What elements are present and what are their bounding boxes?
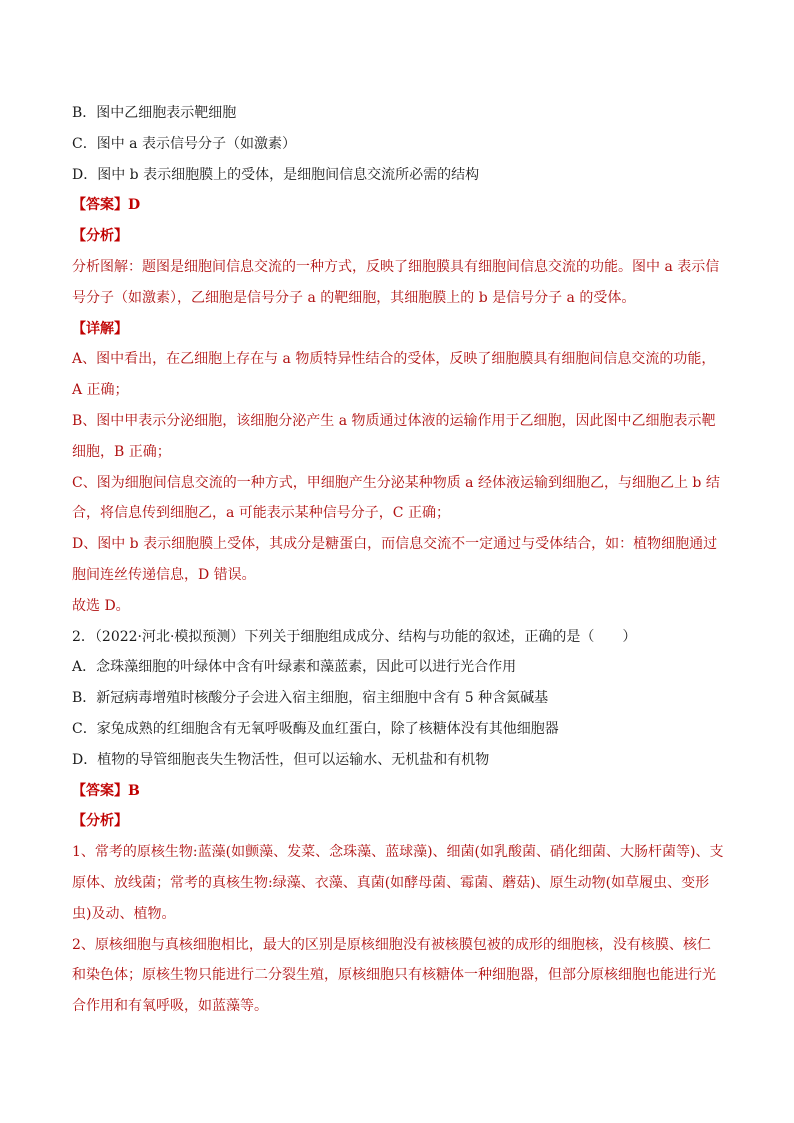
q2-answer-tag: 【答案】B	[72, 782, 140, 799]
q2-stem: 2．（2022·河北·模拟预测）下列关于细胞组成成分、结构与功能的叙述，正确的是（ ）	[72, 628, 637, 645]
q1-detail-line: D、图中 b 表示细胞膜上受体，其成分是糖蛋白，而信息交流不一定通过与受体结合，如：植物细胞通过	[72, 536, 718, 553]
q1-detail-line: A 正确；	[72, 382, 129, 399]
q1-analysis-line: 号分子（如激素），乙细胞是信号分子 a 的靶细胞，其细胞膜上的 b 是信号分子 a 的受体。	[72, 289, 636, 306]
q1-detail-tag: 【详解】	[72, 320, 128, 337]
q2-analysis-tag: 【分析】	[72, 813, 128, 830]
q2-option-d: D．植物的导管细胞丧失生物活性，但可以运输水、无机盐和有机物	[72, 751, 490, 768]
q2-option-c: C．家兔成熟的红细胞含有无氧呼吸酶及血红蛋白，除了核糖体没有其他细胞器	[72, 720, 559, 737]
q2-analysis-line: 和染色体；原核生物只能进行二分裂生殖，原核细胞只有核糖体一种细胞器，但部分原核细胞也能进行光	[72, 967, 716, 984]
q2-analysis-line: 虫)及动、植物。	[72, 905, 176, 922]
q1-option-d: D．图中 b 表示细胞膜上的受体，是细胞间信息交流所必需的结构	[72, 166, 480, 183]
q2-option-a: A．念珠藻细胞的叶绿体中含有叶绿素和藻蓝素，因此可以进行光合作用	[72, 659, 517, 676]
q2-analysis-line: 1、常考的原核生物:蓝藻(如颤藻、发菜、念珠藻、蓝球藻)、细菌(如乳酸菌、硝化细菌、大肠杆菌等)、支	[72, 844, 724, 861]
q1-option-b: B．图中乙细胞表示靶细胞	[72, 105, 237, 121]
q1-detail-line: 合，将信息传到细胞乙，a 可能表示某种信号分子，C 正确；	[72, 505, 450, 522]
q1-detail-line: C、图为细胞间信息交流的一种方式，甲细胞产生分泌某种物质 a 经体液运输到细胞乙，与细胞乙上 b 结	[72, 474, 720, 491]
q1-detail-line: 胞间连丝传递信息，D 错误。	[72, 566, 256, 583]
q1-option-c: C．图中 a 表示信号分子（如激素）	[72, 135, 296, 152]
q1-detail-line: B、图中甲表示分泌细胞，该细胞分泌产生 a 物质通过体液的运输作用于乙细胞，因此图中乙细胞表示靶	[72, 412, 716, 429]
q2-analysis-line: 2、原核细胞与真核细胞相比，最大的区别是原核细胞没有被核膜包被的成形的细胞核，没有核膜、核仁	[72, 936, 711, 953]
q1-conclusion: 故选 D。	[72, 597, 130, 614]
q1-detail-line: 细胞，B 正确；	[72, 443, 171, 460]
q1-analysis-line: 分析图解：题图是细胞间信息交流的一种方式，反映了细胞膜具有细胞间信息交流的功能。图中 a 表示信	[72, 258, 720, 275]
q1-analysis-tag: 【分析】	[72, 228, 128, 245]
q2-analysis-line: 合作用和有氧呼吸，如蓝藻等。	[72, 998, 268, 1015]
document-page	[72, 98, 732, 1022]
q1-detail-line: A、图中看出，在乙细胞上存在与 a 物质特异性结合的受体，反映了细胞膜具有细胞间信息交流的功能，	[72, 351, 716, 368]
q2-analysis-line: 原体、放线菌；常考的真核生物:绿藻、衣藻、真菌(如酵母菌、霉菌、蘑菇)、原生动物(如草履虫、变形	[72, 874, 710, 891]
q1-answer-tag: 【答案】D	[72, 197, 141, 214]
q2-option-b: B．新冠病毒增殖时核酸分子会进入宿主细胞，宿主细胞中含有 5 种含氮碱基	[72, 690, 549, 707]
